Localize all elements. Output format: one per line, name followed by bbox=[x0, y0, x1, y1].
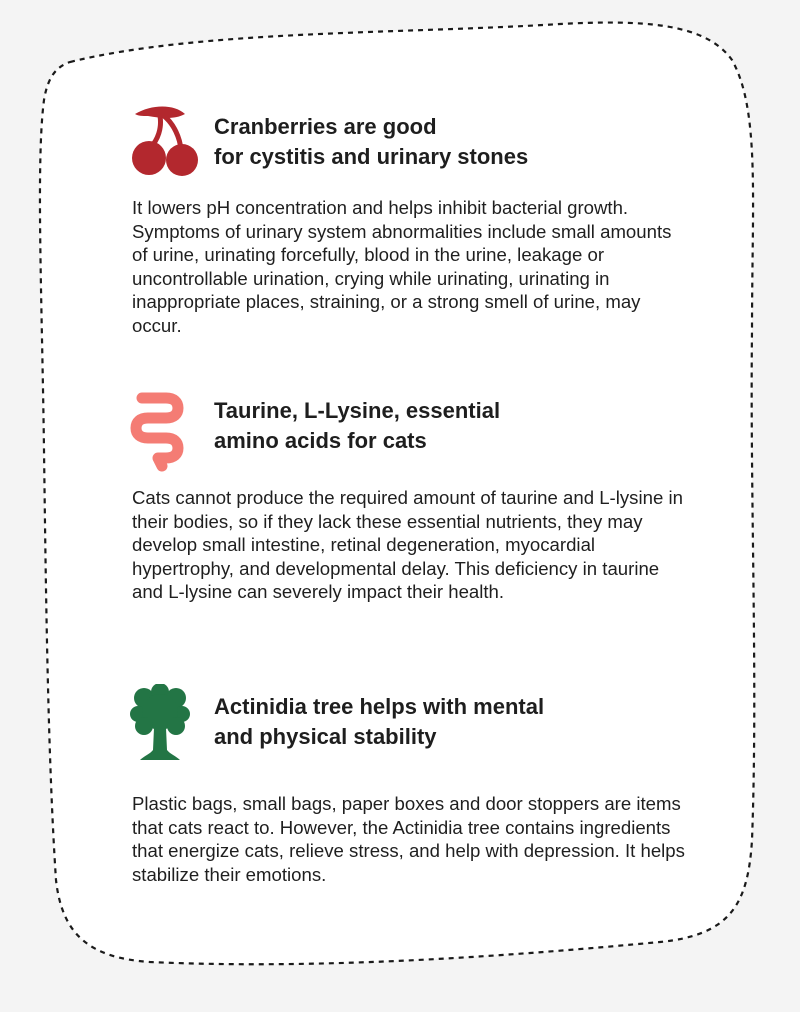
section-title: Actinidia tree helps with mental and physical stability bbox=[214, 694, 545, 749]
section-title: Cranberries are good for cystitis and urinary stones bbox=[214, 114, 529, 169]
section-title: Taurine, L-Lysine, essential amino acids for cats bbox=[214, 398, 501, 453]
tree-icon bbox=[130, 684, 190, 764]
section-body: Plastic bags, small bags, paper boxes and door stoppers are items that cats react to. However, the Actinidia tree contains ingredients that energize cats, relieve stress, and help with depression. It helps stabilize their emotions. bbox=[132, 793, 685, 885]
section-body: Cats cannot produce the required amount of taurine and L-lysine in their bodies, so if they lack these essential nutrients, they may develop small intestine, retinal degeneration, myocardial hypertrophy, and developmental delay. This deficiency in taurine and L-lysine can severely impact their health. bbox=[132, 487, 683, 603]
section-body: It lowers pH concentration and helps inhibit bacterial growth. Symptoms of urinary system abnormalities include small amounts of urine, urinating forcefully, blood in the urine, leakage or uncontrollable urination, crying while urinating, urinating in inappropriate places, straining, or a strong smell of urine, may occur. bbox=[132, 197, 672, 336]
cherry-icon bbox=[130, 104, 202, 176]
intestine-icon bbox=[130, 392, 194, 472]
